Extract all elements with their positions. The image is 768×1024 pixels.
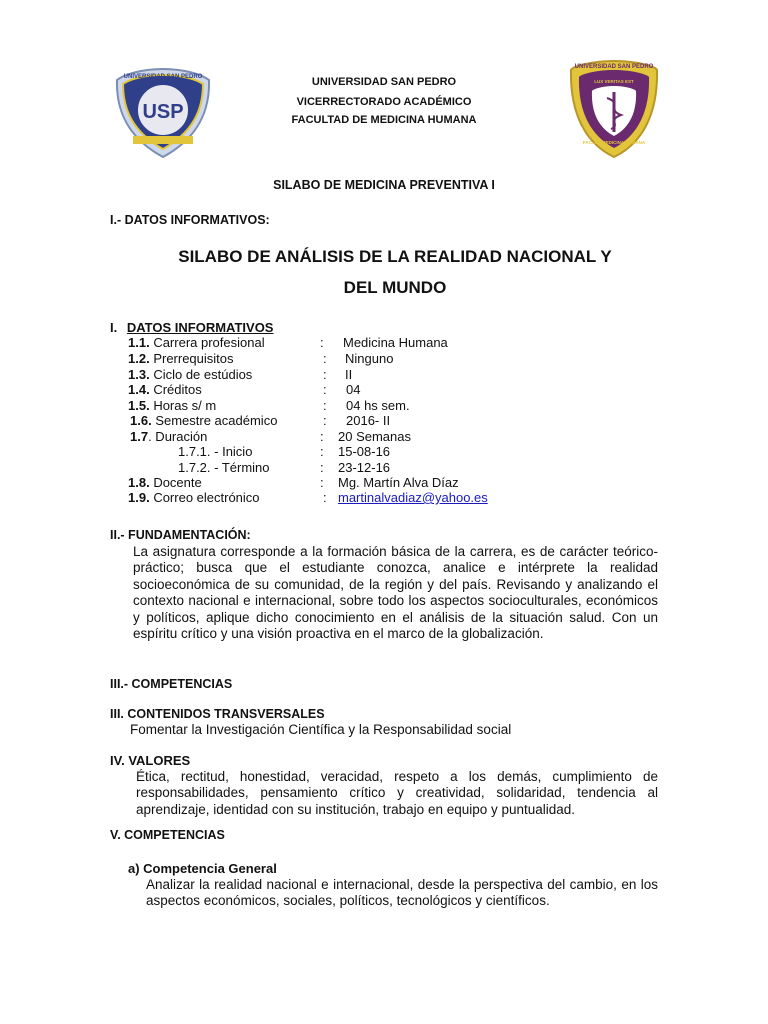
datos-sep: : [323,367,327,382]
valores-text: Ética, rectitud, honestidad, veracidad, respeto a los demás, cumplimiento de responsabilidades, pensamiento crítico y creatividad, solidaridad, tendencia al aprendizaje, identidad con su institución, trabajo en equipo y puntualidad. [136,769,658,817]
vice-rectorate: VICERRECTORADO ACADÉMICO [296,96,472,108]
datos-row: 1.2. Prerrequisitos [128,351,234,366]
silabo-title: SILABO DE MEDICINA PREVENTIVA I [273,178,495,192]
datos-value: Medicina Humana [343,335,448,350]
datos-value: 2016- II [346,413,391,428]
contenidos-heading: III. CONTENIDOS TRANSVERSALES [110,707,325,721]
valores-heading: IV. VALORES [110,753,191,768]
main-title-line2: DEL MUNDO [343,278,447,297]
competencias-heading: III.- COMPETENCIAS [110,677,233,691]
faculty-seal-logo [567,58,661,160]
datos-value: 20 Semanas [338,429,411,444]
datos-value: 15-08-16 [338,444,391,459]
faculty-seal-inner-text: FAC. DE MEDICINA HUMANA [582,140,646,145]
datos-prefix: I. [110,320,118,335]
datos-row: 1.9. Correo electrónico [128,490,260,505]
datos-row: 1.7. Duración [130,429,208,444]
datos-value: 04 hs sem. [346,398,410,413]
university-name: UNIVERSIDAD SAN PEDRO [311,76,457,88]
faculty-seal-ring-text: UNIVERSIDAD SAN PEDRO [574,64,654,70]
main-title-line1: SILABO DE ANÁLISIS DE LA REALIDAD NACIONAL Y [178,247,612,266]
datos-sep: : [320,444,324,459]
section-datos-informativos-old: I.- DATOS INFORMATIVOS: [110,213,270,227]
usp-logo-text: USP [142,101,184,123]
datos-row: 1.1. Carrera profesional [128,335,265,350]
faculty-name: FACULTAD DE MEDICINA HUMANA [291,114,477,126]
contenidos-text: Fomentar la Investigación Científica y la Responsabilidad social [130,722,512,737]
datos-row: 1.8. Docente [128,475,202,490]
datos-value: Ninguno [345,351,394,366]
datos-value: 23-12-16 [338,460,391,475]
competencias2-heading: V. COMPETENCIAS [110,828,225,842]
datos-sep: : [320,460,324,475]
datos-informativos-heading [110,320,273,335]
fundamentacion-heading: II.- FUNDAMENTACIÓN: [110,528,251,542]
datos-sep: : [323,398,327,413]
datos-row: 1.4. Créditos [128,382,202,397]
fundamentacion-text: La asignatura corresponde a la formación básica de la carrera, es de carácter teórico-práctico; busca que el estudiante conozca, analice e intérprete la realidad socioeconómica de su comunidad, de la región y del país. Revisando y analizando el contexto nacional e internacional, sobre todo los aspectos socioculturales, económicos y políticos, aplique dicho conocimiento en el análisis de la situación salud. Con un espíritu crítico y una visión proactiva en el marco de la globalización. [133,544,658,642]
datos-sep: : [320,475,324,490]
datos-sep: : [320,429,324,444]
datos-row: 1.3. Ciclo de estúdios [128,367,253,382]
datos-value: II [345,367,353,382]
competencia-general-heading: a) Competencia General [128,861,277,876]
datos-value: 04 [346,382,361,397]
datos-row: 1.6. Semestre académico [130,413,278,428]
competencia-general-text: Analizar la realidad nacional e internacional, desde la perspectiva del cambio, en los aspectos económicos, sociales, políticos, tecnológicos y científicos. [146,877,658,909]
datos-row: 1.5. Horas s/ m [128,398,217,413]
usp-logo-ring-text: UNIVERSIDAD SAN PEDRO [123,74,203,80]
email-link[interactable]: martinalvadiaz@yahoo.es [338,490,488,505]
datos-sep: : [320,335,324,350]
datos-sep: : [323,351,327,366]
faculty-seal-motto: LUX VERITAS EST [594,79,634,84]
datos-row: 1.7.2. - Término [178,460,270,475]
datos-sep: : [323,413,327,428]
datos-sep: : [323,382,327,397]
datos-sep: : [323,490,327,505]
datos-row: 1.7.1. - Inicio [178,444,253,459]
datos-value: Mg. Martín Alva Díaz [338,475,459,490]
datos-heading-text: DATOS INFORMATIVOS [126,320,274,335]
